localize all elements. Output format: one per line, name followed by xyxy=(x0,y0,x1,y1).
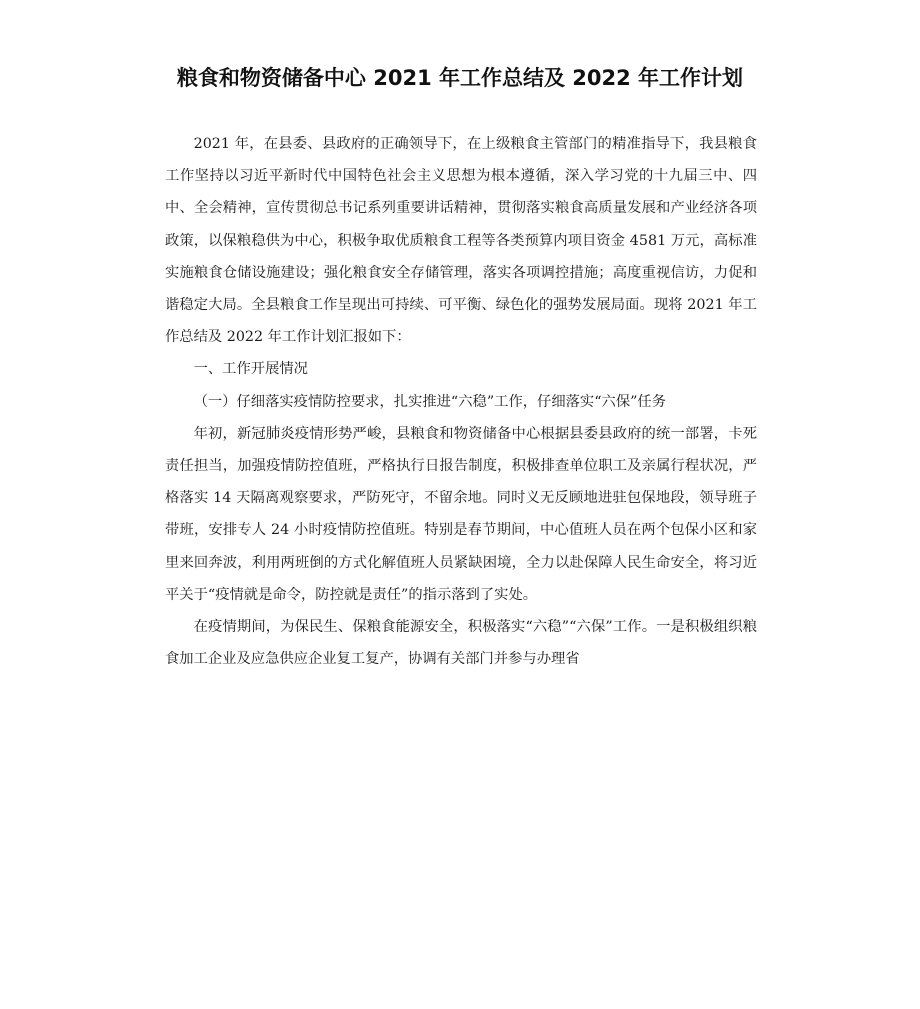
paragraph-intro: 2021 年，在县委、县政府的正确领导下，在上级粮食主管部门的精准指导下，我县粮食工作坚持以习近平新时代中国特色社会主义思想为根本遵循，深入学习党的十九届三中、四中、全会精神，宣传贯彻总书记系列重要讲话精神，贯彻落实粮食高质量发展和产业经济各项政策，以保粮稳供为中心，积极争取优质粮食工程等各类预算内项目资金 4581 万元，高标准实施粮食仓储设施建设；强化粮食安全存储管理，落实各项调控措施；高度重视信访，力促和谐稳定大局。全县粮食工作呈现出可持续、可平衡、绿色化的强势发展局面。现将 2021 年工作总结及 2022 年工作计划汇报如下： xyxy=(165,136,757,346)
paragraph-epidemic-control: 年初，新冠肺炎疫情形势严峻，县粮食和物资储备中心根据县委县政府的统一部署，卡死责任担当，加强疫情防控值班，严格执行日报告制度，积极排查单位职工及亲属行程状况，严格落实 14 天隔离观察要求，严防死守，不留余地。同时义无反顾地进驻包保地段，领导班子带班，安排专人 24 小时疫情防控值班。特别是春节期间，中心值班人员在两个包保小区和家里来回奔波，利用两班倒的方式化解值班人员紧缺困境，全力以赴保障人民生命安全，将习近平关于“疫情就是命令，防控就是责任”的指示落到了实处。 xyxy=(165,425,757,603)
document-body xyxy=(165,128,757,675)
document-title: 粮食和物资储备中心 2021 年工作总结及 2022 年工作计划 xyxy=(176,66,744,90)
paragraph-six-stability: 在疫情期间，为保民生、保粮食能源安全，积极落实“六稳”“六保”工作。一是积极组织粮食加工企业及应急供应企业复工复产，协调有关部门并参与办理省 xyxy=(165,619,757,668)
subsection-heading: （一）仔细落实疫情防控要求，扎实推进“六稳”工作，仔细落实“六保”任务 xyxy=(193,393,667,410)
section-heading: 一、工作开展情况 xyxy=(193,361,308,378)
